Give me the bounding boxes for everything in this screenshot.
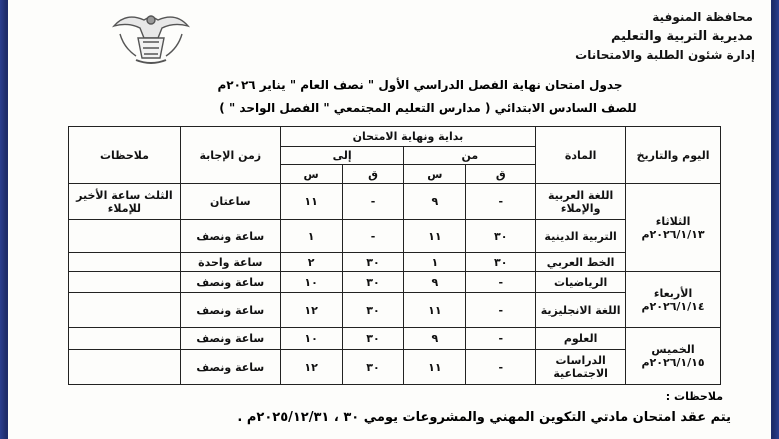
from-minutes-cell: - (466, 272, 536, 293)
day-name: الثلاثاء (655, 214, 691, 228)
day-date: ٢٠٢٦/١/١٥م (641, 356, 705, 369)
day-name: الأربعاء (653, 286, 693, 300)
header-from-minutes: ق (466, 165, 536, 184)
table-row (69, 328, 721, 350)
day-name: الخميس (651, 343, 695, 356)
from-hours-cell: ٩ (404, 272, 466, 293)
header-directorate: مديرية التربية والتعليم (610, 29, 753, 44)
footer-note: يتم عقد امتحان مادتي التكوين المهني والمشروعات يومي ٣٠ ، ٢٠٢٥/١٢/٣١م . (237, 410, 731, 425)
from-minutes-cell: - (466, 350, 536, 385)
table-row (69, 184, 721, 220)
day-date: ٢٠٢٦/١/١٤م (641, 299, 705, 313)
header-subject: المادة (536, 127, 626, 184)
header-start-end: بداية ونهاية الامتحان (280, 127, 535, 147)
from-hours-cell: ١١ (404, 350, 466, 385)
from-hours-cell: ٩ (404, 328, 466, 350)
answer-time-cell: ساعة ونصف (180, 220, 280, 253)
note-cell (69, 253, 181, 272)
exam-schedule-table (68, 126, 721, 385)
table-row (69, 253, 721, 272)
subject-cell: الرياضيات (536, 272, 626, 293)
notes-label: ملاحظات : (665, 390, 723, 403)
note-cell: الثلث ساعة الأخير للإملاء (69, 184, 181, 220)
to-minutes-cell: ٣٠ (342, 272, 404, 293)
exam-title: جدول امتحان نهاية الفصل الدراسي الأول " نصف العام " يناير ٢٠٢٦م (217, 78, 623, 92)
table-row (69, 272, 721, 293)
to-minutes-cell: - (342, 184, 404, 220)
subject-cell: الخط العربي (536, 253, 626, 272)
header-from: من (404, 147, 536, 165)
to-hours-cell: ١٢ (280, 350, 342, 385)
note-cell (69, 350, 181, 385)
table-row (69, 293, 721, 328)
from-minutes-cell: - (466, 293, 536, 328)
from-minutes-cell: ٣٠ (466, 220, 536, 253)
header-to-minutes: ق (342, 165, 404, 184)
header-department: إدارة شئون الطلبة والامتحانات (575, 48, 755, 62)
answer-time-cell: ساعة ونصف (180, 293, 280, 328)
from-minutes-cell: - (466, 184, 536, 220)
header-answer-time: زمن الإجابة (180, 127, 280, 184)
answer-time-cell: ساعة ونصف (180, 328, 280, 350)
to-hours-cell: ١ (280, 220, 342, 253)
table-row (69, 220, 721, 253)
to-hours-cell: ٢ (280, 253, 342, 272)
day-cell (626, 328, 721, 385)
to-minutes-cell: ٣٠ (342, 328, 404, 350)
subject-cell: التربية الدينية (536, 220, 626, 253)
answer-time-cell: ساعة ونصف (180, 350, 280, 385)
day-cell (626, 184, 721, 272)
subject-cell: اللغة العربية والإملاء (536, 184, 626, 220)
answer-time-cell: ساعة ونصف (180, 272, 280, 293)
to-hours-cell: ١١ (280, 184, 342, 220)
subject-cell: اللغة الانجليزية (536, 293, 626, 328)
to-hours-cell: ١٠ (280, 328, 342, 350)
exam-subtitle: للصف السادس الابتدائي ( مدارس التعليم المجتمعي " الفصل الواحد " ) (219, 101, 637, 115)
header-from-hours: س (404, 165, 466, 184)
from-minutes-cell: ٣٠ (466, 253, 536, 272)
document-page (8, 0, 771, 439)
note-cell (69, 220, 181, 253)
day-cell (626, 272, 721, 328)
answer-time-cell: ساعة واحدة (180, 253, 280, 272)
table-row (69, 350, 721, 385)
to-hours-cell: ١٠ (280, 272, 342, 293)
to-minutes-cell: ٣٠ (342, 293, 404, 328)
to-hours-cell: ١٢ (280, 293, 342, 328)
to-minutes-cell: ٣٠ (342, 253, 404, 272)
note-cell (69, 328, 181, 350)
header-day-date: اليوم والتاريخ (626, 127, 721, 184)
eagle-emblem-icon (110, 8, 192, 68)
header-to: إلى (280, 147, 404, 165)
note-cell (69, 272, 181, 293)
from-hours-cell: ١١ (404, 293, 466, 328)
header-to-hours: س (280, 165, 342, 184)
from-minutes-cell: - (466, 328, 536, 350)
to-minutes-cell: ٣٠ (342, 350, 404, 385)
subject-cell: الدراسات الاجتماعية (536, 350, 626, 385)
day-date: ٢٠٢٦/١/١٣م (641, 227, 705, 241)
from-hours-cell: ٩ (404, 184, 466, 220)
note-cell (69, 293, 181, 328)
from-hours-cell: ١١ (404, 220, 466, 253)
answer-time-cell: ساعتان (180, 184, 280, 220)
header-notes: ملاحظات (69, 127, 181, 184)
to-minutes-cell: - (342, 220, 404, 253)
subject-cell: العلوم (536, 328, 626, 350)
header-governorate: محافظة المنوفية (652, 10, 753, 24)
from-hours-cell: ١ (404, 253, 466, 272)
